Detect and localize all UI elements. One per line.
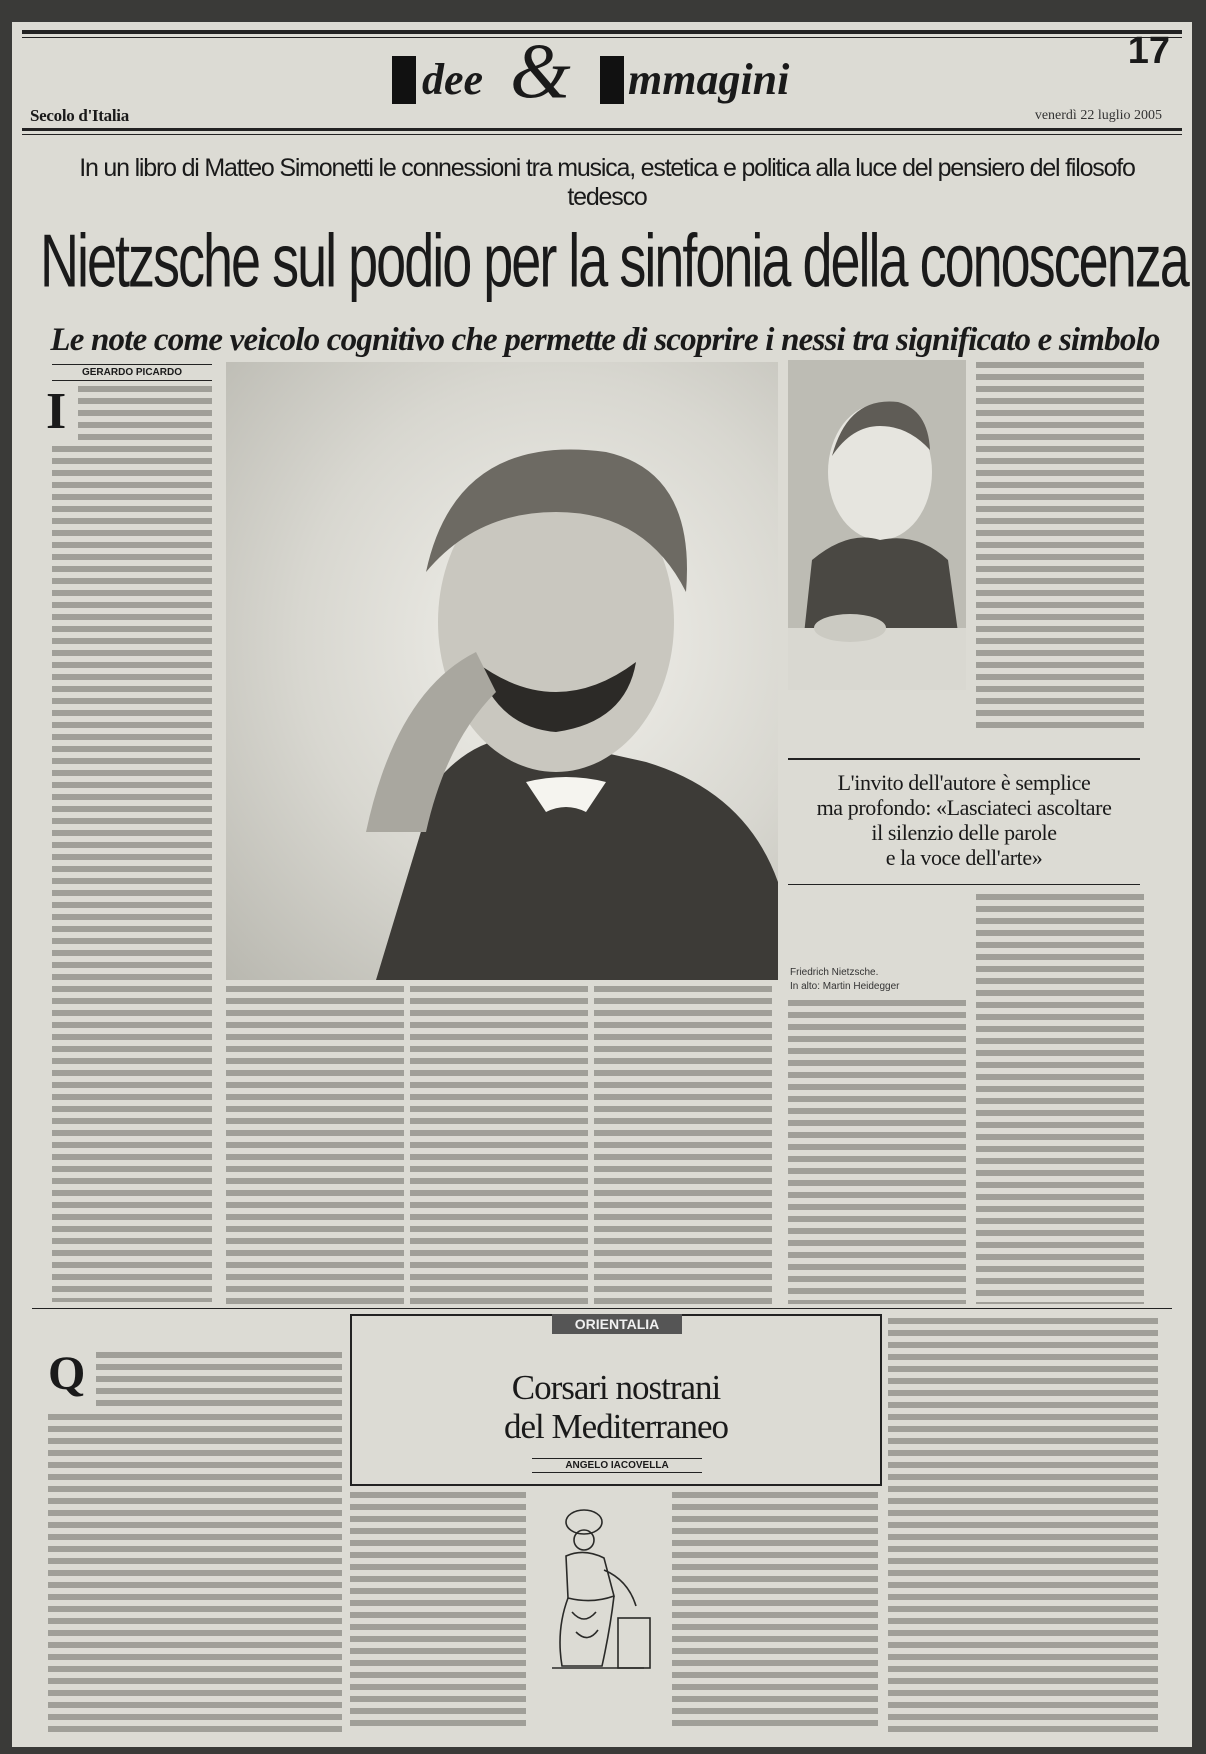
article-headline: Nietzsche sul podio per la sinfonia della conoscenza (40, 219, 1188, 304)
bottom-text-column-1-top (96, 1352, 342, 1408)
pullquote-line: ma profondo: «Lasciateci ascoltare (816, 795, 1112, 820)
caption-line-1: Friedrich Nietzsche. (790, 967, 879, 978)
box-article-dropcap: Q (48, 1347, 86, 1400)
text-column-6 (976, 894, 1144, 1304)
section-name-part1: dee (422, 55, 484, 104)
photo-caption (790, 966, 950, 994)
heidegger-portrait-sketch (788, 360, 966, 690)
newspaper-page (12, 22, 1192, 1747)
bottom-text-column-1 (48, 1414, 342, 1732)
nietzsche-photo (226, 362, 778, 980)
text-column-3 (410, 986, 588, 1304)
bottom-text-column-3 (672, 1492, 878, 1732)
pullquote-line: e la voce dell'arte» (885, 845, 1043, 870)
article-kicker: In un libro di Matteo Simonetti le connessioni tra musica, estetica e politica alla luce del pensiero del filosofo tedesco (79, 154, 1135, 211)
text-column-right-top (976, 362, 1144, 734)
pullquote (788, 770, 1140, 870)
text-column-2 (226, 986, 404, 1304)
box-label: ORIENTALIA (552, 1314, 682, 1334)
pullquote-line: il silenzio delle parole (871, 820, 1057, 845)
section-block-right (600, 56, 624, 104)
nietzsche-portrait-sketch (226, 362, 778, 980)
pullquote-line: L'invito dell'autore è semplice (837, 770, 1091, 795)
box-byline: ANGELO IACOVELLA (532, 1458, 702, 1473)
section-name (392, 27, 852, 114)
section-name-part2: mmagini (628, 55, 790, 104)
text-column-1-top (78, 386, 212, 442)
box-title-line-1: Corsari nostrani (511, 1368, 721, 1407)
article-subhead: Le note come veicolo cognitivo che permette di scoprire i nessi tra significato e simbolo (50, 322, 1160, 358)
text-column-5 (788, 1000, 966, 1304)
masthead-bottom-thin-rule (22, 134, 1182, 135)
box-title (352, 1368, 880, 1446)
box-title-line-2: del Mediterraneo (503, 1407, 729, 1446)
bottom-text-column-4 (888, 1318, 1158, 1732)
pullquote-top-rule (788, 758, 1140, 760)
page-number: 17 (1127, 30, 1170, 72)
issue-date: venerdì 22 luglio 2005 (1034, 108, 1162, 123)
section-block-left (392, 56, 416, 104)
orientalia-box (350, 1314, 882, 1486)
pullquote-bottom-rule (788, 884, 1140, 885)
paper-name: Secolo d'Italia (30, 106, 129, 125)
article-byline: GERARDO PICARDO (52, 364, 212, 381)
masthead-bottom-rule (22, 128, 1182, 131)
bottom-text-column-2 (350, 1492, 526, 1732)
section-ampersand: & (510, 27, 571, 114)
caption-line-2: In alto: Martin Heidegger (790, 981, 900, 992)
article-dropcap: I (46, 383, 67, 440)
heidegger-photo (788, 360, 966, 690)
text-column-4 (594, 986, 772, 1304)
bottom-section-rule (32, 1308, 1172, 1309)
text-column-1 (52, 446, 212, 1302)
seated-figure-illustration (532, 1500, 660, 1678)
